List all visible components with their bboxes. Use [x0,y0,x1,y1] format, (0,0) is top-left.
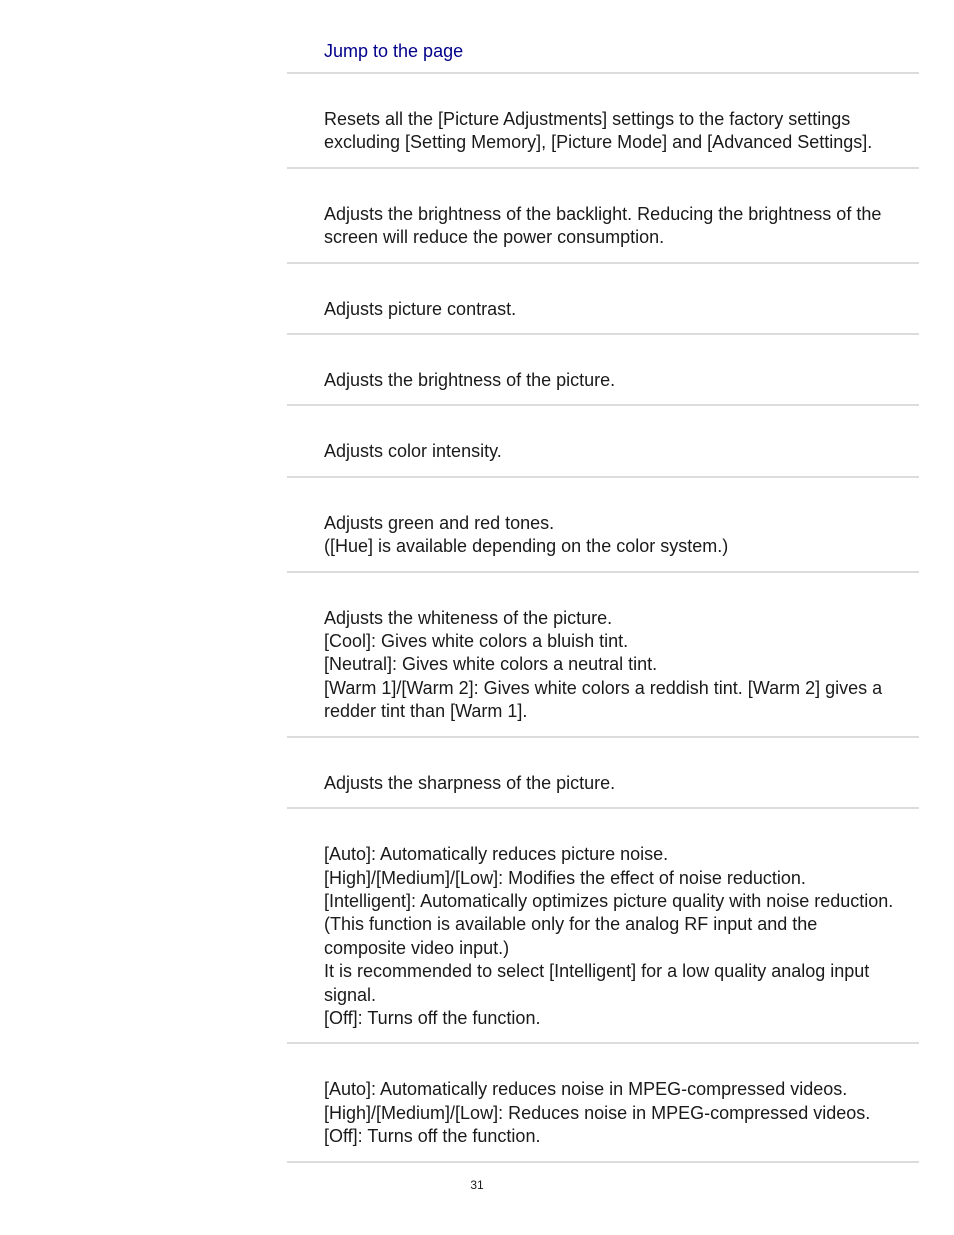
setting-description-entry [287,264,919,335]
description-line: screen will reduce the power consumption. [324,227,665,248]
description-line: [Off]: Turns off the function. [324,1007,541,1028]
setting-description-entry [287,169,919,264]
setting-description-entry [287,1044,919,1162]
setting-description-entry [287,738,919,809]
entries-container [287,74,919,1163]
description-line: [Neutral]: Gives white colors a neutral tint. [324,654,658,675]
jump-link-row [287,0,919,74]
description-line: [High]/[Medium]/[Low]: Modifies the effect of noise reduction. [324,867,806,888]
description-line: [Auto]: Automatically reduces noise in MPEG-compressed videos. [324,1079,848,1100]
setting-description-entry [287,478,919,573]
description-line: [Cool]: Gives white colors a bluish tint. [324,631,629,652]
description-line: Resets all the [Picture Adjustments] settings to the factory settings [324,109,851,129]
description-line: ([Hue] is available depending on the color system.) [324,536,729,557]
description-line: (This function is available only for the analog RF input and the [324,914,818,935]
description-line: [Intelligent]: Automatically optimizes picture quality with noise reduction. [324,890,894,911]
description-line: excluding [Setting Memory], [Picture Mode] and [Advanced Settings]. [324,132,873,153]
description-line: Adjusts the whiteness of the picture. [324,607,613,628]
description-line: [Auto]: Automatically reduces picture noise. [324,844,669,865]
setting-description-entry [287,809,919,1044]
description-line: [Warm 1]/[Warm 2]: Gives white colors a reddish tint. [Warm 2] gives a [324,677,883,698]
description-line: Adjusts the brightness of the picture. [324,370,616,391]
jump-to-page-link[interactable]: Jump to the page [324,41,464,61]
description-line: composite video input.) [324,937,510,958]
page-number: 31 [470,1178,484,1192]
description-line: Adjusts green and red tones. [324,512,555,533]
description-line: signal. [324,984,377,1005]
description-line: Adjusts color intensity. [324,441,502,462]
description-line: Adjusts the brightness of the backlight. Reducing the brightness of the [324,203,882,224]
setting-description-entry [287,335,919,406]
description-line: It is recommended to select [Intelligent] for a low quality analog input [324,961,870,982]
description-line: Adjusts picture contrast. [324,298,517,319]
setting-description-entry [287,74,919,169]
description-line: [Off]: Turns off the function. [324,1126,541,1147]
description-line: Adjusts the sharpness of the picture. [324,772,616,793]
setting-description-entry [287,573,919,738]
description-line: redder tint than [Warm 1]. [324,701,528,722]
settings-description-list [287,0,919,1163]
setting-description-entry [287,406,919,477]
description-line: [High]/[Medium]/[Low]: Reduces noise in MPEG-compressed videos. [324,1102,871,1123]
